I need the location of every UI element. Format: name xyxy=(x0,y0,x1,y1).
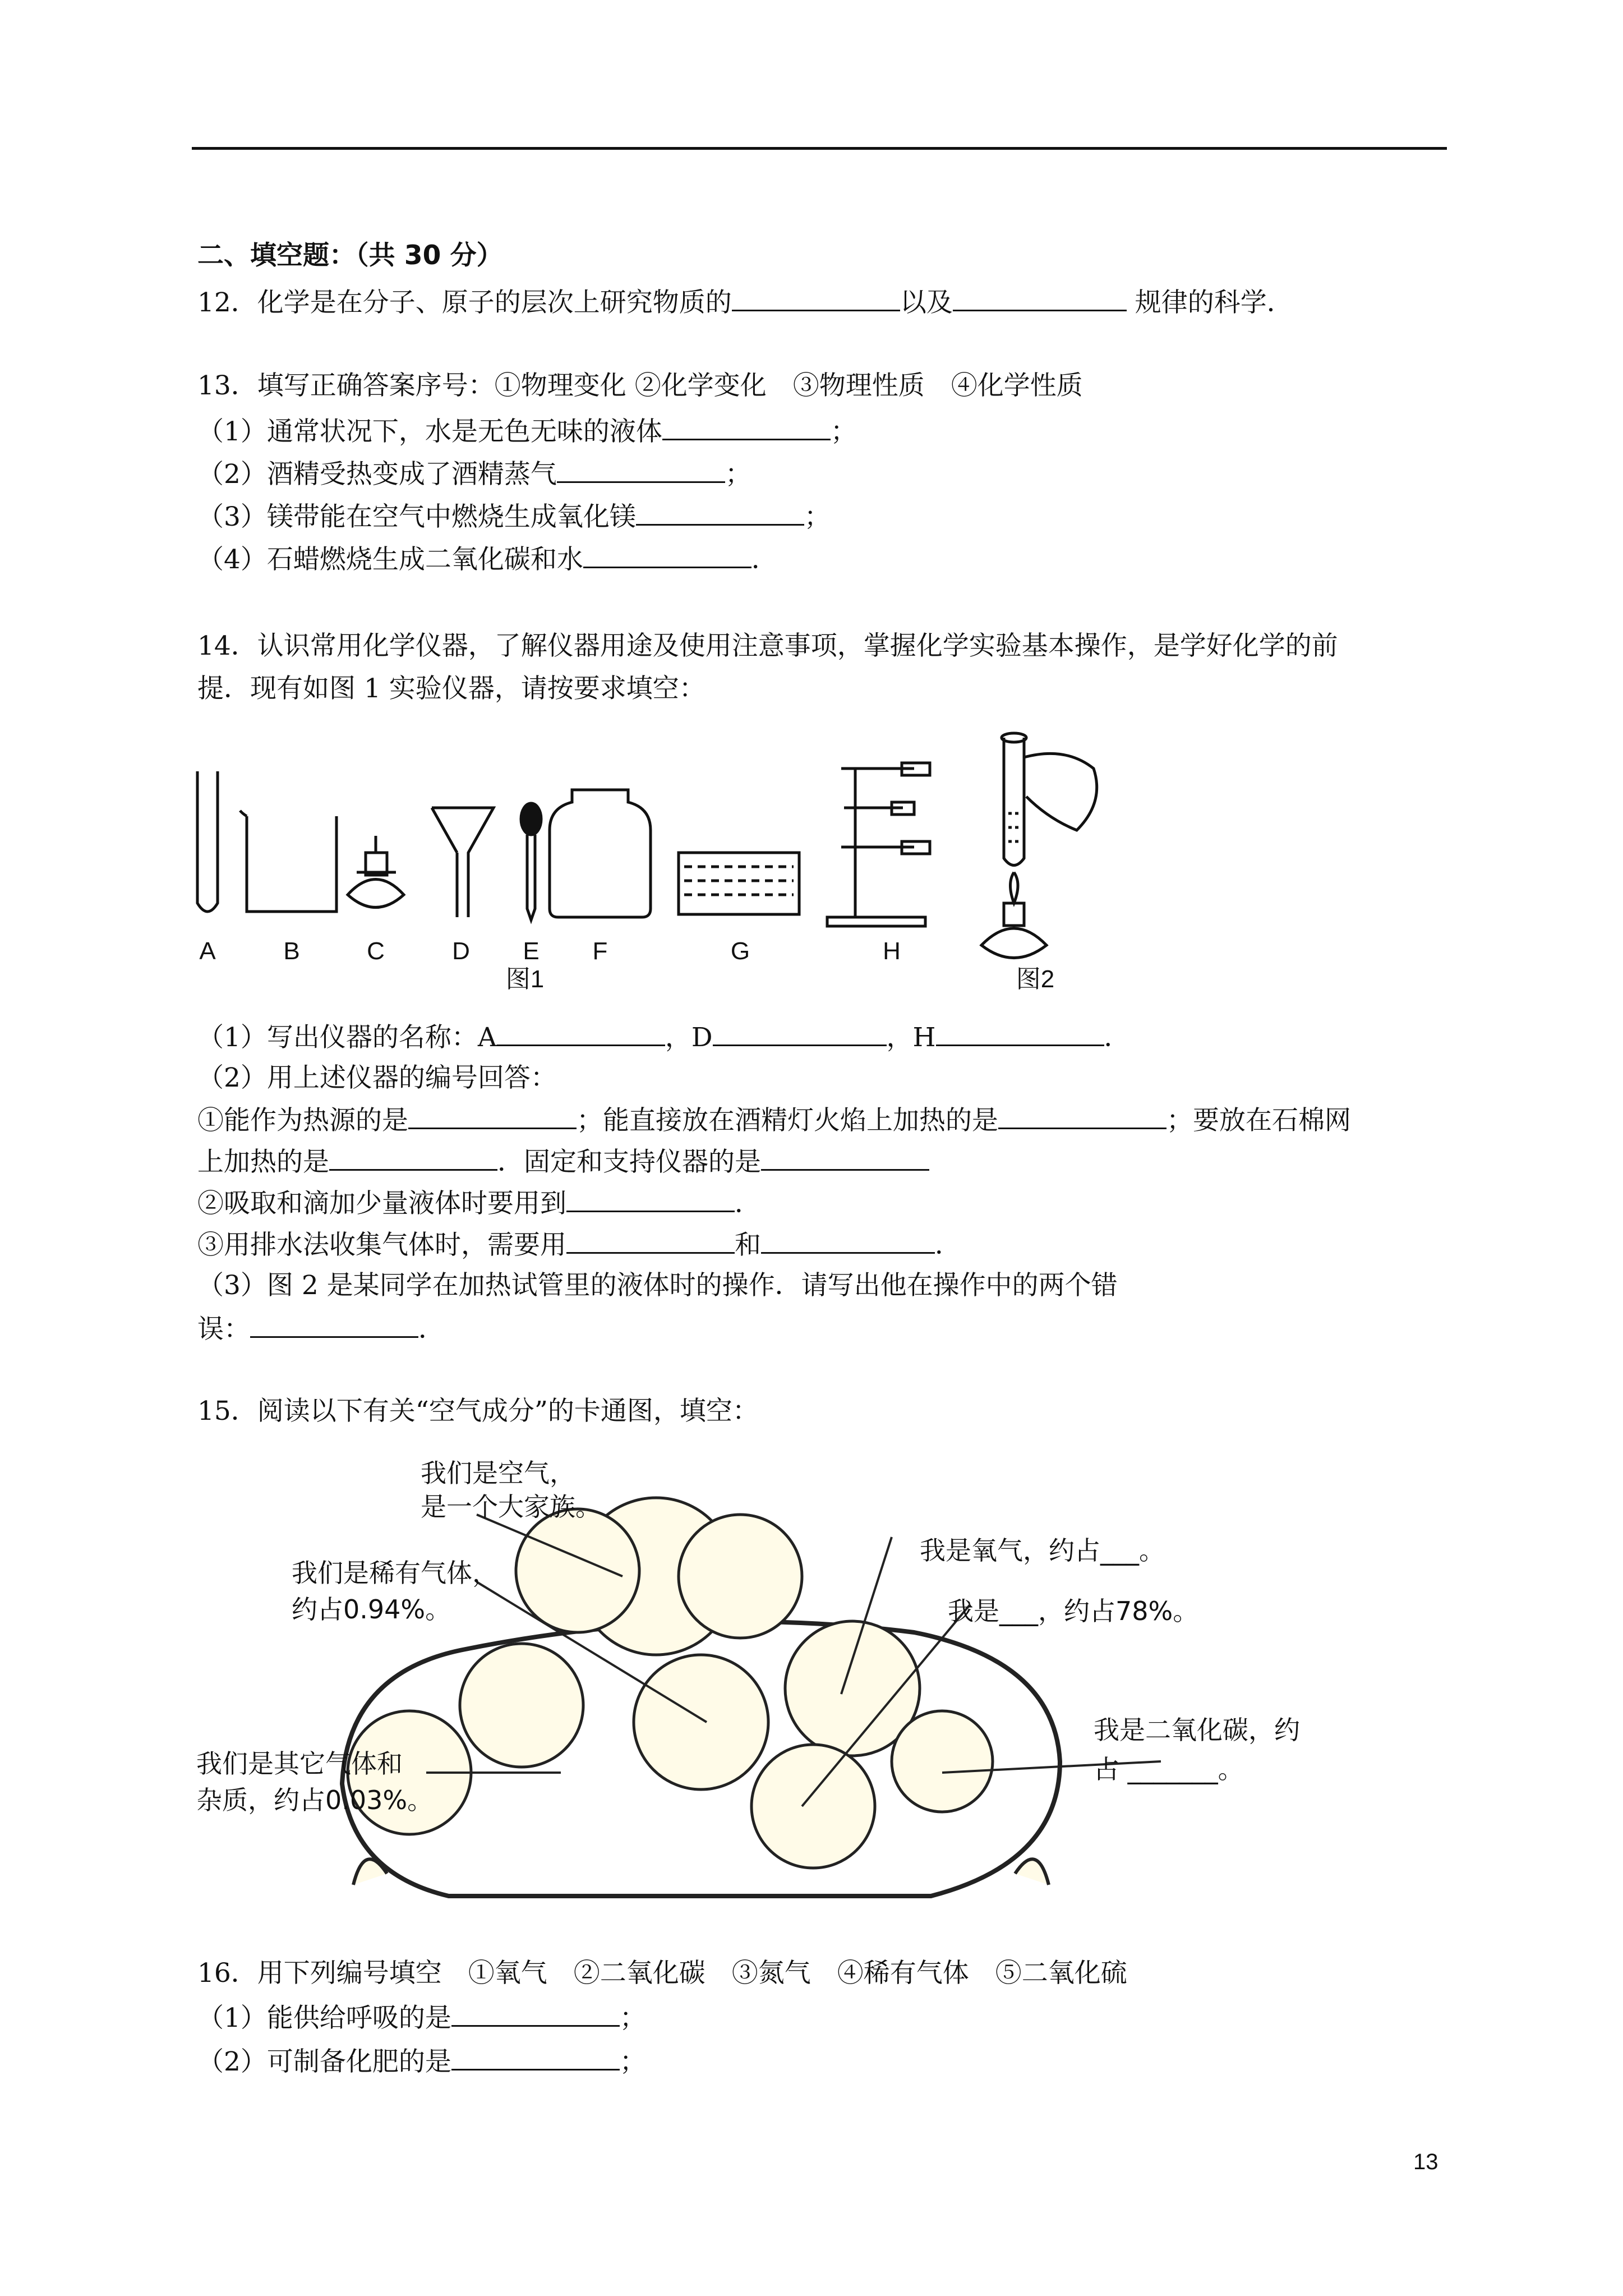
label-c: C xyxy=(367,937,385,965)
question-15-stem: 15．阅读以下有关“空气成分”的卡通图，填空： xyxy=(197,1396,759,1427)
answer-blank[interactable] xyxy=(451,2000,620,2027)
apparatus-figure xyxy=(191,724,1144,1004)
hand-icon xyxy=(1024,753,1097,830)
question-14-part-2: （2）用上述仪器的编号回答： xyxy=(197,1062,557,1093)
nitrogen-speech: 我是___，约占78%。 xyxy=(948,1596,1199,1626)
answer-blank[interactable] xyxy=(557,457,725,483)
answer-blank[interactable] xyxy=(636,499,804,526)
label-b: B xyxy=(283,937,300,965)
question-13-item: （1）通常状况下，水是无色无味的液体 ； xyxy=(197,414,857,449)
dropper-icon xyxy=(521,803,541,920)
figure-2-caption: 图2 xyxy=(1016,965,1055,993)
question-13-item: （3）镁带能在空气中燃烧生成氧化镁 ； xyxy=(197,499,831,534)
air-cartoon-figure xyxy=(185,1447,1363,1913)
answer-blank[interactable] xyxy=(998,1103,1166,1129)
label-e: E xyxy=(523,937,540,965)
air-speech-line-2: 是一个大家族。 xyxy=(421,1492,601,1522)
question-16-stem: 16．用下列编号填空 ①氧气 ②二氧化碳 ③氮气 ④稀有气体 ⑤二氧化硫 xyxy=(197,1958,1127,1989)
answer-blank[interactable] xyxy=(936,1020,1104,1046)
question-13-stem: 13．填写正确答案序号：①物理变化 ②化学变化 ③物理性质 ④化学性质 xyxy=(197,370,1083,401)
label-g: G xyxy=(730,937,750,965)
hands-icon xyxy=(353,1859,1049,1885)
answer-blank[interactable] xyxy=(250,1312,418,1338)
heating-operation-icon xyxy=(981,733,1097,958)
other-gas-speech-line-1: 我们是其它气体和 xyxy=(196,1749,403,1779)
co2-speech-line-2: 占 _______。 xyxy=(1094,1754,1244,1784)
test-tube-icon xyxy=(197,771,218,912)
co2-speech-line-1: 我是二氧化碳，约 xyxy=(1094,1715,1300,1745)
rare-gas-speech-line-1: 我们是稀有气体， xyxy=(292,1558,498,1588)
other-gas-speech-line-2: 杂质，约占0.03%。 xyxy=(196,1785,434,1815)
answer-blank[interactable] xyxy=(713,1020,887,1046)
answer-blank[interactable] xyxy=(566,1227,735,1254)
label-a: A xyxy=(199,937,216,965)
answer-blank[interactable] xyxy=(451,2044,620,2070)
question-16-item: （2）可制备化肥的是 ； xyxy=(197,2044,646,2079)
answer-blank[interactable] xyxy=(732,285,900,311)
question-14-sub-1-cont: 上加热的是 ．固定和支持仪器的是 xyxy=(197,1144,929,1179)
cloud-characters-icon xyxy=(348,1498,993,1868)
page-number: 13 xyxy=(1413,2150,1438,2174)
question-13-item: （2）酒精受热变成了酒精蒸气 ； xyxy=(197,457,751,491)
question-12: 12．化学是在分子、原子的层次上研究物质的 以及 规律的科学． xyxy=(197,285,1293,320)
header-rule xyxy=(192,147,1447,150)
rare-gas-speech-line-2: 约占0.94%。 xyxy=(292,1594,451,1625)
question-14-part-3: （3）图 2 是某同学在加热试管里的液体时的操作．请写出他在操作中的两个错 xyxy=(197,1270,1118,1301)
question-14-part-3-cont: 误： ． xyxy=(197,1312,445,1346)
answer-blank[interactable] xyxy=(497,1020,665,1046)
answer-blank[interactable] xyxy=(662,414,831,440)
question-14-sub-1: ①能作为热源的是 ；能直接放在酒精灯火焰上加热的是 ；要放在石棉网 xyxy=(197,1103,1351,1138)
question-14-sub-2: ②吸取和滴加少量液体时要用到 ． xyxy=(197,1186,761,1221)
label-d: D xyxy=(452,937,470,965)
alcohol-lamp-icon xyxy=(348,836,404,908)
funnel-icon xyxy=(432,808,494,917)
air-speech-line-1: 我们是空气， xyxy=(421,1458,575,1488)
label-h: H xyxy=(883,937,901,965)
section-title: 二、填空题：（共 30 分） xyxy=(197,240,503,271)
answer-blank[interactable] xyxy=(761,1227,935,1254)
question-13-item: （4）石蜡燃烧生成二氧化碳和水 ． xyxy=(197,542,778,577)
gas-jar-icon xyxy=(550,790,651,917)
figure-1-caption: 图1 xyxy=(505,965,545,993)
oxygen-speech: 我是氧气，约占___。 xyxy=(920,1535,1165,1566)
label-f: F xyxy=(592,937,608,965)
answer-blank[interactable] xyxy=(329,1144,497,1171)
answer-blank[interactable] xyxy=(583,542,751,568)
question-14-part-1: （1）写出仪器的名称：A ，D ，H ． xyxy=(197,1020,1131,1055)
iron-stand-icon xyxy=(827,763,930,926)
question-14-stem: 14．认识常用化学仪器，了解仪器用途及使用注意事项，掌握化学实验基本操作，是学好化学的前 xyxy=(197,631,1338,661)
water-trough-icon xyxy=(679,853,799,914)
question-16-item: （1）能供给呼吸的是 ； xyxy=(197,2000,646,2035)
answer-blank[interactable] xyxy=(761,1144,929,1171)
question-14-sub-3: ③用排水法收集气体时，需要用 和 ． xyxy=(197,1227,961,1262)
answer-blank[interactable] xyxy=(566,1186,735,1212)
beaker-icon xyxy=(240,811,336,912)
question-14-stem: 提．现有如图 1 实验仪器，请按要求填空： xyxy=(197,673,706,704)
answer-blank[interactable] xyxy=(953,285,1127,311)
answer-blank[interactable] xyxy=(408,1103,577,1129)
